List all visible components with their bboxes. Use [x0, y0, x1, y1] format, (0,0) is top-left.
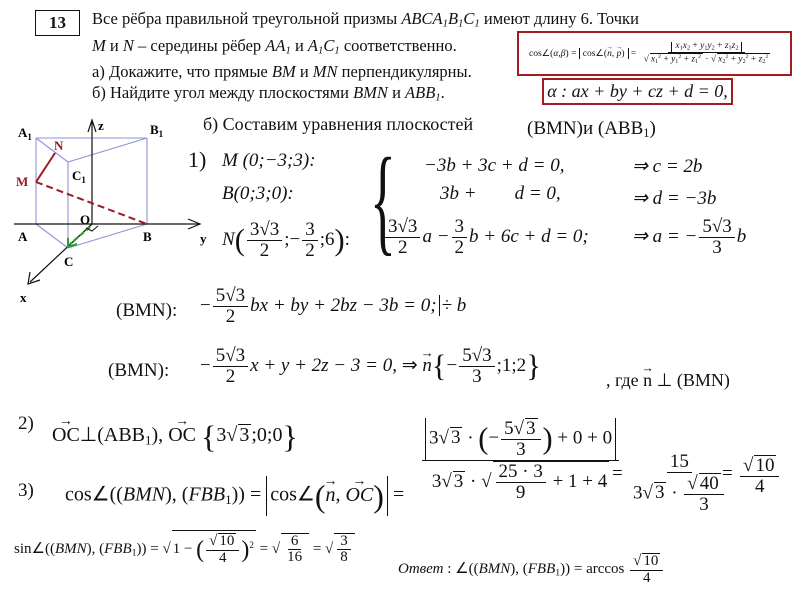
label-x: x [20, 290, 27, 305]
task-number: 13 [49, 13, 66, 32]
solution-heading: б) Составим уравнения плоскостей [203, 114, 474, 134]
task-line-1: Все рёбра правильной треугольной призмы $ABCA_1B_1C_1$ имеют длину 6. Точки [92, 9, 639, 30]
step3-result: $\frac{√ 10}{4}$ [738, 455, 781, 497]
task-line-2: M и N – середины рёбер $AA_1$ и $A_1C_1$ соответственно. [92, 35, 457, 57]
mn-segment [36, 153, 55, 182]
answer-line: Ответ : ∠((BMN), $(FBB_1)) = \arccos$ $\frac{√ 10}{4}$ [398, 553, 665, 587]
bmn-eq2-label: (BMN): [108, 360, 170, 381]
plane-equation-box [542, 78, 733, 105]
oc-coords: {3√ 3 ;0;0} [200, 418, 298, 454]
label-a: A [18, 229, 28, 244]
solution-heading-planes: (BMN)и $(ABB_1)$ [527, 118, 656, 141]
label-b1: $B_1$ [150, 122, 164, 139]
label-o: O [80, 212, 91, 227]
step2-content: → $OC\perp(ABB_1)$, → OC {3√ 3 ;0;0} [52, 420, 298, 452]
label-a1: $A_1$ [18, 125, 32, 142]
cos-angle-formula: cos∠(α,β) = cos∠(→ n, → p) = $\frac{x_1x_2 + y_1y_2 + z_1z_2}{√ x_1^2 + y_1^2 + z_1^2 \cdot √ x_2^2 + y_2^2 + z_2^2}$ [529, 42, 775, 65]
label-c: C [64, 254, 74, 269]
step3-fraction-1: 3√ 3 · (− $\frac{5√ 3}{3}$ ) + 0 + 0 3√ 3 · √ $\frac{25 \cdot 3}{9}$ + 1 + 4 [420, 418, 621, 503]
point-b: B(0;3;0): [222, 183, 294, 204]
task-number-box [35, 10, 80, 36]
label-b: B [143, 229, 152, 244]
sin-line: sin∠((BMN), $(FBB_1)$) = √ 1 − ( $\frac{√ 10}{4}$ )$^2$ = √ $\frac{6}{16}$ = √ $\frac{3}{8}$ [14, 530, 355, 567]
plane-equation: α : ax + by + cz + d = 0, [547, 81, 728, 101]
normal-where: , где → n ⊥ (BMN) [606, 370, 730, 391]
step3-equals-3: = [722, 463, 733, 484]
bmn-eq1: − $\frac{5√3}{2}$ bx + by + 2bz − 3b = 0; ÷ b [200, 285, 467, 327]
step2-label: 2) [18, 413, 34, 434]
system-brace: { [370, 133, 396, 266]
label-n: N [54, 138, 64, 153]
normal-vector-n: → n [422, 355, 432, 377]
task-line-3: а) Докажите, что прямые BM и MN перпендикулярны. [92, 62, 472, 82]
coordinate-axes [14, 120, 200, 284]
result-a: ⇒ a = − $\frac{5√3}{3}$ b [632, 216, 747, 258]
prism-diagram [0, 110, 215, 305]
bmn-eq2: − $\frac{5√3}{2}$ x + y + 2z − 3 = 0, ⇒ → n{− $\frac{5√3}{3}$ ;1;2} [200, 346, 541, 387]
step3-lhs: cos∠((BMN), $(FBB_1)$) = cos∠(→ n, → OC) = [65, 476, 404, 516]
system-eq1: −3b + 3c + d = 0, [424, 155, 565, 176]
label-z: z [98, 118, 104, 133]
label-m: M [16, 174, 29, 189]
point-n: N( $\frac{3√3}{2}$ ;− $\frac{3}{2}$ ;6): [222, 219, 350, 261]
label-c1: $C_1$ [72, 168, 86, 185]
step3-equals-2: = [612, 463, 623, 484]
result-d: ⇒ d = −3b [632, 188, 717, 209]
cos-angle-formula-box [517, 31, 792, 76]
answer-label: Ответ [398, 561, 444, 578]
step3-label: 3) [18, 480, 34, 501]
label-y: y [200, 231, 207, 246]
task-line-4: б) Найдите угол между плоскостями BMN и $ABB_1$. [92, 83, 445, 105]
result-c: ⇒ c = 2b [632, 156, 703, 177]
bmn-eq1-label: (BMN): [116, 300, 178, 321]
system-eq3: $\frac{3√3}{2}$ a − $\frac{3}{2}$ b + 6c + d = 0; [383, 217, 589, 258]
system-eq2: 3b + d = 0, [440, 183, 561, 204]
step1-label: 1) [188, 147, 207, 172]
step3-fraction-2: 15 3√ 3 · $\frac{√ 40}{3}$ [628, 452, 731, 515]
point-m: M (0;−3;3): [222, 150, 316, 171]
